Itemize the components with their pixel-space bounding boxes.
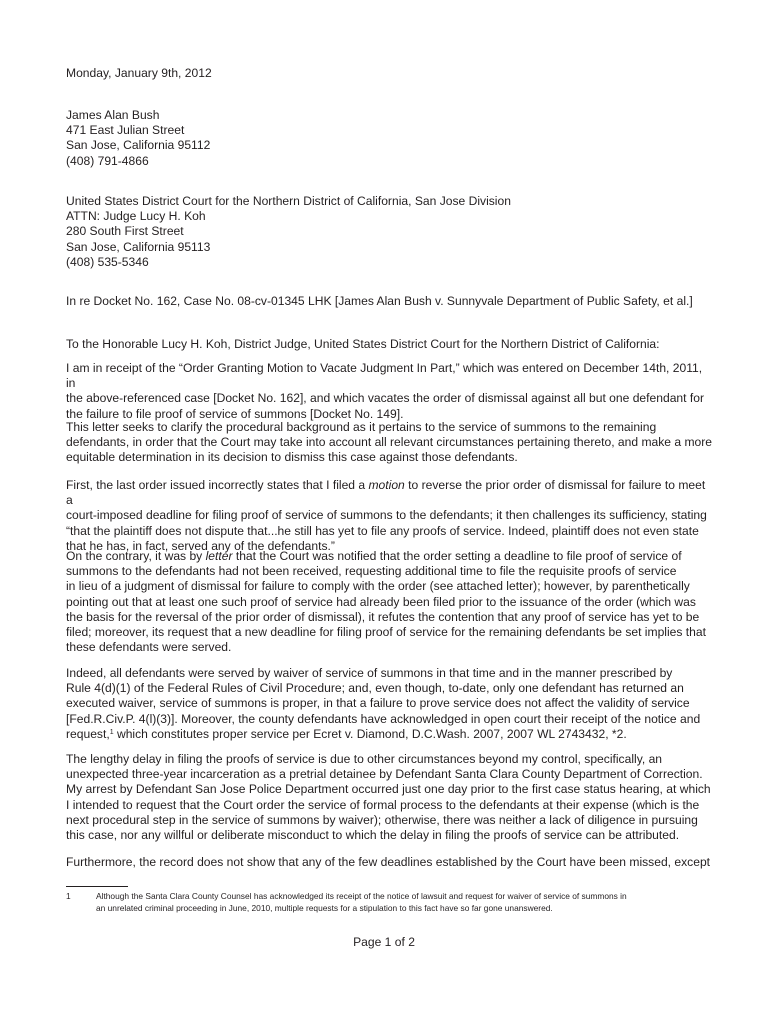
recipient-city: San Jose, California 95113	[66, 239, 211, 254]
paragraph-6	[66, 752, 714, 843]
paragraph-line	[66, 478, 714, 508]
text-run: On the contrary, it was by	[66, 549, 206, 563]
paragraph-line: I am in receipt of the “Order Granting Motion to Vacate Judgment In Part,” which was entered on December 14th, 2011, in	[66, 361, 703, 391]
paragraph-line: Furthermore, the record does not show that any of the few deadlines established by the Court have been missed, except	[66, 855, 711, 869]
footnote-line: an unrelated criminal proceeding in June, 2010, multiple requests for a stipulation to this fact have so far gone unanswered.	[96, 902, 553, 913]
sender-phone: (408) 791-4866	[66, 153, 149, 168]
paragraph-line: summons to the defendants had not been received, requesting additional time to file the requisite proofs of service	[66, 564, 677, 579]
recipient-phone: (408) 535-5346	[66, 254, 149, 269]
paragraph-line: The lengthy delay in filing the proofs of service is due to other circumstances beyond my control, specifically, an	[66, 752, 663, 766]
paragraph-3	[66, 478, 714, 554]
paragraph-line: executed waiver, service of summons is proper, in that a failure to prove service does not affect the validity of service	[66, 696, 690, 711]
paragraph-line: court-imposed deadline for filing proof of service of summons to the defendants; it then challenges its sufficiency, stating	[66, 508, 707, 523]
text-run: request,	[66, 726, 110, 741]
recipient-attn: ATTN: Judge Lucy H. Koh	[66, 209, 206, 224]
paragraph-line	[66, 727, 714, 742]
paragraph-line: filed; moreover, its request that a new deadline for filing proof of service for the remaining defendants be set implies that	[66, 625, 706, 640]
paragraph-line: next procedural step in the service of summons by waiver); otherwise, there was neither a lack of diligence in pursuing	[66, 812, 698, 827]
salutation-text: To the Honorable Lucy H. Koh, District Judge, United States District Court for the Northern District of California:	[66, 337, 660, 351]
footnote-divider	[66, 886, 128, 887]
re-line	[66, 294, 714, 309]
paragraph-line: pointing out that at least one such proof of service had already been filed prior to the issuance of the order (which was	[66, 594, 696, 609]
paragraph-line: equitable determination in its decision to dismiss this case against those defendants.	[66, 450, 518, 465]
paragraph-line: the failure to file proof of service of summons [Docket No. 149].	[66, 406, 404, 421]
sender-street: 471 East Julian Street	[66, 123, 185, 138]
letter-date	[66, 66, 714, 81]
paragraph-line: I intended to request that the Court order the service of formal process to the defendants at their expense (which is the	[66, 797, 700, 812]
paragraph-1	[66, 361, 714, 422]
sender-name: James Alan Bush	[66, 108, 160, 122]
paragraph-line: [Fed.R.Civ.P. 4(l)(3)]. Moreover, the county defendants have acknowledged in open court their receipt of the notice and	[66, 711, 701, 726]
date-text: Monday, January 9th, 2012	[66, 66, 212, 80]
recipient-address	[66, 194, 714, 270]
text-run: which constitutes proper service per Ecret v. Diamond, D.C.Wash. 2007, 2007 WL 2743432, *2.	[113, 726, 627, 741]
re-line-text: In re Docket No. 162, Case No. 08-cv-01345 LHK [James Alan Bush v. Sunnyvale Department of Public Safety, et al.]	[66, 294, 693, 308]
footnote-line: Although the Santa Clara County Counsel has acknowledged its receipt of the notice of lawsuit and request for waiver of service of summons in	[96, 891, 627, 901]
footnote-reference: 1	[109, 728, 114, 736]
paragraph-line: Rule 4(d)(1) of the Federal Rules of Civil Procedure; and, even though, to-date, only one defendant has returned an	[66, 681, 684, 696]
paragraph-line: this case, nor any willful or deliberate misconduct to which the delay in filing the proofs of service can be attributed.	[66, 828, 680, 843]
emphasis-letter: letter	[205, 549, 233, 563]
text-run: First, the last order issued incorrectly states that I filed a	[66, 478, 369, 492]
paragraph-line: My arrest by Defendant San Jose Police Department occurred just one day prior to the first case status hearing, at which	[66, 782, 711, 797]
paragraph-line: the above-referenced case [Docket No. 162], and which vacates the order of dismissal against all but one defendant for	[66, 391, 704, 406]
salutation	[66, 337, 714, 352]
paragraph-line: these defendants were served.	[66, 640, 232, 655]
paragraph-7	[66, 855, 714, 870]
paragraph-2	[66, 420, 714, 466]
paragraph-5	[66, 666, 714, 742]
paragraph-line: in lieu of a judgment of dismissal for failure to comply with the order (see attached letter); however, by parenthetically	[66, 579, 690, 594]
emphasis-motion: motion	[368, 478, 405, 492]
text-run: to reverse the prior order of dismissal for failure to meet a	[66, 478, 706, 508]
paragraph-line	[66, 549, 714, 564]
recipient-court: United States District Court for the Northern District of California, San Jose Division	[66, 194, 511, 208]
sender-address	[66, 108, 714, 169]
paragraph-line: This letter seeks to clarify the procedural background as it pertains to the service of summons to the remaining	[66, 420, 657, 434]
footnote-text	[96, 891, 696, 914]
text-run: that the Court was notified that the order setting a deadline to file proof of service of	[232, 549, 682, 563]
paragraph-line: Indeed, all defendants were served by waiver of service of summons in that time and in the manner prescribed by	[66, 666, 673, 680]
recipient-street: 280 South First Street	[66, 224, 184, 239]
paragraph-line: “that the plaintiff does not dispute that...he still has yet to file any proofs of service. Indeed, plaintiff does not even state	[66, 523, 699, 538]
paragraph-line: that he has, in fact, served any of the defendants.”	[66, 538, 335, 553]
paragraph-line: defendants, in order that the Court may take into account all relevant circumstances pertaining thereto, and make a more	[66, 435, 713, 450]
paragraph-4	[66, 549, 714, 655]
page-number: Page 1 of 2	[353, 935, 415, 949]
sender-city: San Jose, California 95112	[66, 138, 211, 153]
paragraph-line: the basis for the reversal of the prior order of dismissal), it refutes the contention that any proof of service has yet to be	[66, 609, 700, 624]
paragraph-line: unexpected three-year incarceration as a pretrial detainee by Defendant Santa Clara County Department of Correction.	[66, 767, 703, 782]
footnote-number: 1	[66, 891, 71, 901]
